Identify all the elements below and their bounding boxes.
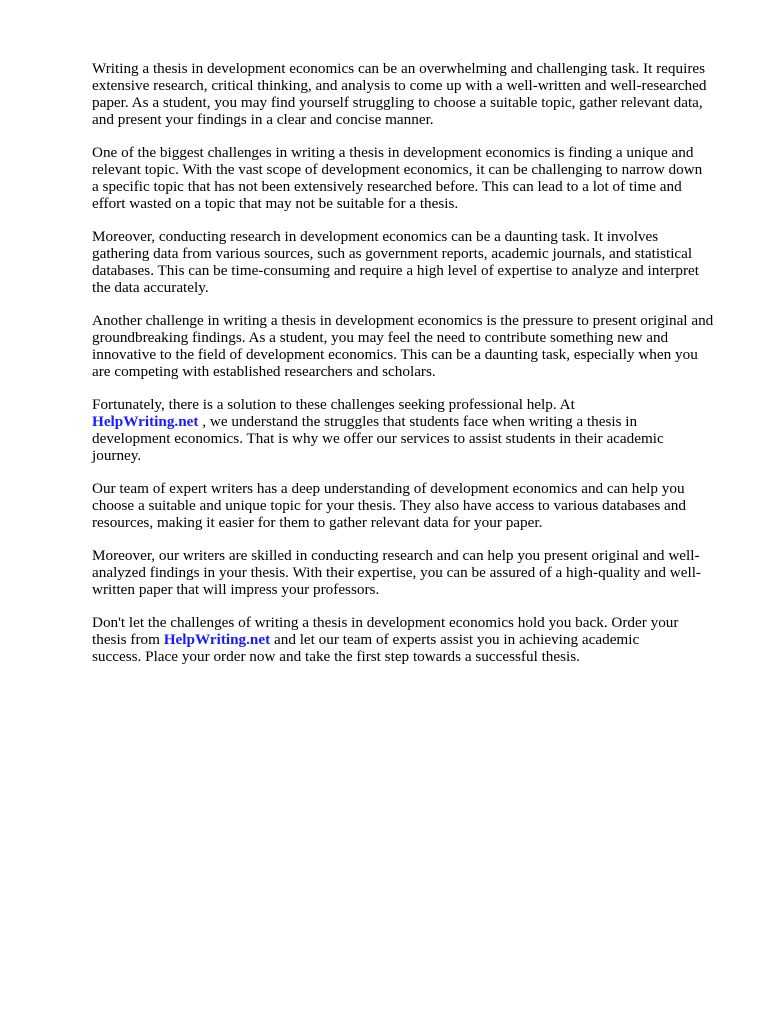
- closing-text-before: Don't let the challenges of writing a thesis in development economics hold you back. Order your thesis from: [92, 614, 679, 648]
- paragraph-topic-challenge: One of the biggest challenges in writing a thesis in development economics is finding a unique and relevant topic. With the vast scope of development economics, it can be challenging to narrow down a specific topic that has not been extensively researched before. This can lead to a lot of time and effort wasted on a topic that may not be suitable for a thesis.: [92, 144, 703, 212]
- helpwriting-link[interactable]: HelpWriting.net: [92, 413, 199, 430]
- paragraph-research-challenge: Moreover, conducting research in development economics can be a daunting task. It involves gathering data from various sources, such as government reports, academic journals, and statistical databases. This can be time-consuming and require a high level of expertise to analyze and interpret the data accurately.: [92, 228, 699, 296]
- paragraph-originality-challenge: Another challenge in writing a thesis in development economics is the pressure to present original and groundbreaking findings. As a student, you may feel the need to contribute something new and innovative to the field of development economics. This can be a daunting task, especially when you are competing with established researchers and scholars.: [92, 312, 714, 380]
- paragraph-team: Our team of expert writers has a deep understanding of development economics and can help you choose a suitable and unique topic for your thesis. They also have access to various databases and resources, making it easier for them to gather relevant data for your paper.: [92, 480, 686, 531]
- document-body: [92, 60, 732, 681]
- paragraph-closing: [92, 614, 732, 665]
- paragraph-solution: [92, 396, 732, 464]
- solution-text-after: , we understand the struggles that students face when writing a thesis in development economics. That is why we offer our services to assist students in their academic journey.: [92, 413, 664, 464]
- paragraph-intro: Writing a thesis in development economics can be an overwhelming and challenging task. It requires extensive research, critical thinking, and analysis to come up with a well-written and well-researched paper. As a student, you may find yourself struggling to choose a suitable topic, gather relevant data, and present your findings in a clear and concise manner.: [92, 60, 707, 128]
- closing-text-after: and let our team of experts assist you in achieving academic success. Place your order now and take the first step towards a successful thesis.: [92, 631, 640, 665]
- solution-text-before: Fortunately, there is a solution to these challenges seeking professional help. At: [92, 396, 575, 413]
- helpwriting-link-closing[interactable]: HelpWriting.net: [163, 631, 271, 648]
- paragraph-writers: Moreover, our writers are skilled in conducting research and can help you present original and well- analyzed findings in your thesis. With their expertise, you can be assured of a high-quality and well- written paper that will impress your professors.: [92, 547, 701, 598]
